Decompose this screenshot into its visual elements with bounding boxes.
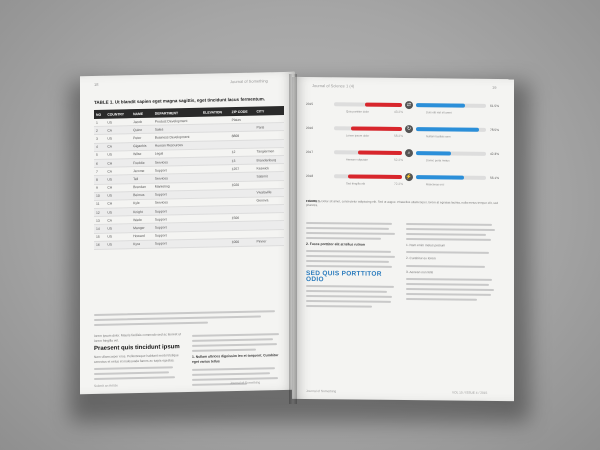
- table-cell: US: [105, 232, 131, 241]
- figure-caption: [306, 199, 502, 209]
- table-cell: 2: [94, 126, 105, 134]
- table-cell: Freddie: [131, 158, 153, 167]
- table-header-cell: COUNTRY: [105, 109, 131, 119]
- table-cell: Kyra: [131, 240, 153, 249]
- bar-row: [306, 99, 502, 125]
- table-caption: TABLE 1. Ut blandit sapien eget magna sagittis, eget tincidunt lacus fermentum.: [94, 96, 265, 105]
- table-cell: 12: [230, 148, 255, 157]
- blue-bar: [416, 175, 464, 179]
- table-cell: 4: [94, 143, 105, 151]
- share-icon: ⇄: [406, 102, 412, 109]
- table-cell: Support: [153, 206, 201, 215]
- table-cell: Jacob: [131, 118, 153, 126]
- bar-percent-right: 42.3%: [490, 151, 500, 157]
- table-cell: Support: [153, 214, 201, 223]
- bolt-icon: ⚡: [405, 174, 413, 181]
- table-cell: Peter: [131, 134, 153, 143]
- table-cell: Support: [153, 231, 201, 240]
- table-cell: US: [105, 150, 131, 159]
- right-page: [292, 77, 514, 401]
- table-header-cell: NAME: [131, 109, 153, 118]
- table-cell: US: [105, 208, 131, 217]
- right-page-number: 19: [492, 84, 497, 90]
- table-cell: Services: [153, 198, 201, 207]
- intro-text: lorem ipsum dolor. Mauris facilisis commodo sed ac laoreet ut lorem fringilla vel.: [94, 332, 181, 344]
- table-cell: US: [105, 224, 131, 233]
- list-item-1: 1. Nullam ultrices dignissim leo et torquent. Curabitur eget varius tellus: [192, 353, 279, 365]
- table-body: [94, 115, 284, 249]
- table-cell: 8808: [230, 131, 255, 140]
- red-bar: [358, 151, 402, 155]
- list-item-b: 2. Curabitur ex lorem: [406, 256, 436, 261]
- table-cell: Sales: [153, 124, 201, 133]
- right-footer-right: VOL 10 / ISSUE 4 / 2015: [452, 390, 488, 395]
- table-cell: CH: [105, 183, 131, 192]
- table-header-cell: ELEVATION: [201, 107, 230, 117]
- table-cell: 5: [94, 151, 105, 159]
- table-cell: 7: [94, 167, 105, 175]
- table-cell: 16: [94, 241, 105, 249]
- table-cell: CA: [105, 142, 131, 151]
- right-footer-left: Journal of Something: [306, 388, 337, 394]
- bar-sublabel-right: Donec porta metus: [426, 158, 450, 163]
- right-running-header: Journal of Science 1 (4): [312, 83, 355, 89]
- data-table: [94, 106, 284, 250]
- left-column-body: Nam ullamcorper eros. Pellentesque habitant morbi tristique senectus et netus et malesuada fames ac turpis egestas.: [94, 353, 179, 365]
- bar-percent-right: 56.1%: [490, 175, 500, 181]
- bar-sublabel-left: Sed fringilla elit: [346, 181, 365, 186]
- bar-sublabel-left: Lorem ipsum dolor: [346, 133, 370, 138]
- right-track: [416, 103, 486, 108]
- bar-year: 2016: [306, 125, 314, 131]
- table-cell: 9: [94, 184, 105, 192]
- table-cell: Support: [153, 190, 201, 199]
- bar-sublabel-right: Maecenas orci: [426, 182, 445, 187]
- table-cell: Brandenburg: [255, 155, 284, 164]
- table-cell: Brendan: [131, 183, 153, 192]
- table-cell: 14: [94, 225, 105, 233]
- table-cell: Wilse: [131, 150, 153, 159]
- table-cell: US: [105, 191, 131, 200]
- red-bar: [348, 174, 402, 179]
- left-running-header: Journal of Something: [230, 78, 268, 85]
- table-cell: Quinn: [131, 125, 153, 134]
- table-cell: Kyle: [131, 199, 153, 208]
- bar-year: 2018: [306, 173, 314, 179]
- table-cell: 1506: [230, 213, 255, 222]
- table-cell: Manger: [131, 224, 153, 233]
- figure-caption-text: Dolor sit amet, consectetur adipiscing elit. Sed ut augue. Phasellus ullamcorper, lorem at egestas lacinia, nulla metus tempor elit, sed pharetra.: [306, 199, 499, 208]
- bar-year: 2015: [306, 101, 314, 107]
- table-cell: US: [105, 240, 131, 249]
- table-cell: Jerome: [131, 166, 153, 175]
- table-cell: US: [105, 175, 131, 184]
- left-page-number: 18: [94, 81, 99, 87]
- table-cell: CH: [105, 159, 131, 168]
- right-track: [416, 175, 486, 180]
- table-cell: CA: [105, 126, 131, 135]
- bar-sublabel-right: Nullam facilisis sem: [426, 134, 451, 139]
- bar-infographic: [306, 99, 502, 197]
- left-footer-right: Journal of Something: [230, 380, 261, 386]
- bar-percent-left: 58.2%: [394, 133, 404, 139]
- table-cell: Services: [153, 174, 201, 183]
- table-cell: 12: [94, 208, 105, 216]
- table-cell: [201, 238, 230, 247]
- table-cell: Keswick: [255, 164, 284, 173]
- table-note: [94, 307, 284, 329]
- table-cell: 13: [230, 156, 255, 165]
- bar-percent-left: 43.2%: [394, 109, 404, 115]
- table-cell: 10: [94, 192, 105, 200]
- table-cell: Product Development: [153, 117, 201, 126]
- table-cell: Beimus: [131, 191, 153, 200]
- table-cell: Business Development: [153, 133, 201, 142]
- search-icon: ⌕: [405, 149, 413, 157]
- table-header-cell: NO: [94, 110, 105, 119]
- red-bar: [351, 126, 402, 131]
- table-cell: 3: [94, 135, 105, 143]
- table-cell: 15: [94, 233, 105, 241]
- table-cell: Human Resources: [153, 141, 201, 150]
- table-cell: Pinner: [255, 237, 284, 246]
- table-cell: Vivalaville: [255, 188, 284, 197]
- table-cell: Support: [153, 165, 201, 174]
- bar-sublabel-left: Quis porttitor dolor: [346, 109, 370, 114]
- blue-bar: [416, 103, 465, 108]
- bar-percent-right: 61.5%: [490, 103, 500, 109]
- left-footer-left: Submit an Article: [94, 383, 118, 388]
- table-cell: Salsmit: [255, 172, 284, 181]
- bar-row: [306, 171, 502, 197]
- list-item-c: 3. Aenean non felis: [406, 269, 434, 274]
- bar-row: [306, 147, 502, 173]
- table-cell: Knight: [131, 207, 153, 216]
- table-cell: 8: [94, 176, 105, 184]
- table-cell: Tell: [131, 175, 153, 184]
- table-cell: 1020: [230, 181, 255, 190]
- section-heading: Praesent quis tincidunt ipsum: [94, 343, 180, 352]
- table-cell: Howard: [131, 232, 153, 241]
- refresh-icon: ↻: [406, 126, 412, 133]
- table-cell: 13: [94, 216, 105, 224]
- right-right-column: [406, 220, 500, 304]
- table-cell: Legal: [153, 149, 201, 158]
- table-cell: Giganhis: [131, 142, 153, 151]
- table-cell: Genova: [255, 196, 284, 205]
- table-cell: 11: [94, 200, 105, 208]
- bar-percent-left: 52.2%: [394, 157, 404, 163]
- table-cell: Support: [153, 223, 201, 232]
- table-cell: Support: [153, 239, 201, 248]
- table-cell: 1: [94, 119, 105, 127]
- bar-sublabel-left: Aenean vulputate: [346, 157, 368, 162]
- left-page: [80, 72, 295, 395]
- item-2: 2. Fusce porttitor elit at tellus rutrum: [306, 241, 366, 247]
- bar-row: [306, 123, 502, 149]
- blue-heading: SED QUIS PORTTITOR ODIO: [306, 270, 382, 283]
- bar-percent-right: 78.5%: [490, 127, 500, 133]
- right-column-text: [192, 330, 284, 389]
- right-left-column: [306, 219, 400, 311]
- table-cell: Services: [153, 157, 201, 166]
- table-header-cell: ZIP CODE: [230, 107, 255, 117]
- table-header-cell: DEPARTMENT: [153, 108, 201, 118]
- bar-percent-left: 72.2%: [394, 181, 404, 187]
- left-track: [334, 126, 402, 131]
- table-cell: Wade: [131, 215, 153, 224]
- table-cell: Marketing: [153, 182, 201, 191]
- table-cell: CH: [105, 200, 131, 209]
- table-cell: US: [105, 118, 131, 126]
- table-cell: US: [105, 134, 131, 143]
- table-cell: 6: [94, 159, 105, 167]
- book-spine: [289, 74, 297, 404]
- left-track: [334, 102, 402, 107]
- right-track: [416, 127, 486, 132]
- bar-sublabel-right: Duis elit nisl sit amet: [426, 110, 452, 115]
- left-track: [334, 150, 402, 155]
- blue-bar: [416, 127, 479, 132]
- bar-year: 2017: [306, 149, 314, 155]
- table-cell: CA: [105, 167, 131, 176]
- table-cell: CA: [105, 216, 131, 225]
- figure-label: FIGURE 1.: [306, 198, 321, 204]
- left-track: [334, 174, 402, 179]
- table-header-cell: CITY: [255, 106, 284, 116]
- right-track: [416, 151, 486, 156]
- table-cell: Paris: [255, 123, 284, 132]
- list-item-a: 1. Nam enim metus pretium: [406, 243, 446, 248]
- blue-bar: [416, 151, 451, 155]
- table-cell: 1257: [230, 164, 255, 173]
- red-bar: [365, 103, 402, 107]
- table-cell: Tangiermen: [255, 147, 284, 156]
- table-cell: 1000: [230, 238, 255, 247]
- left-column-text: [94, 332, 182, 383]
- table-cell: Platzs: [230, 116, 255, 124]
